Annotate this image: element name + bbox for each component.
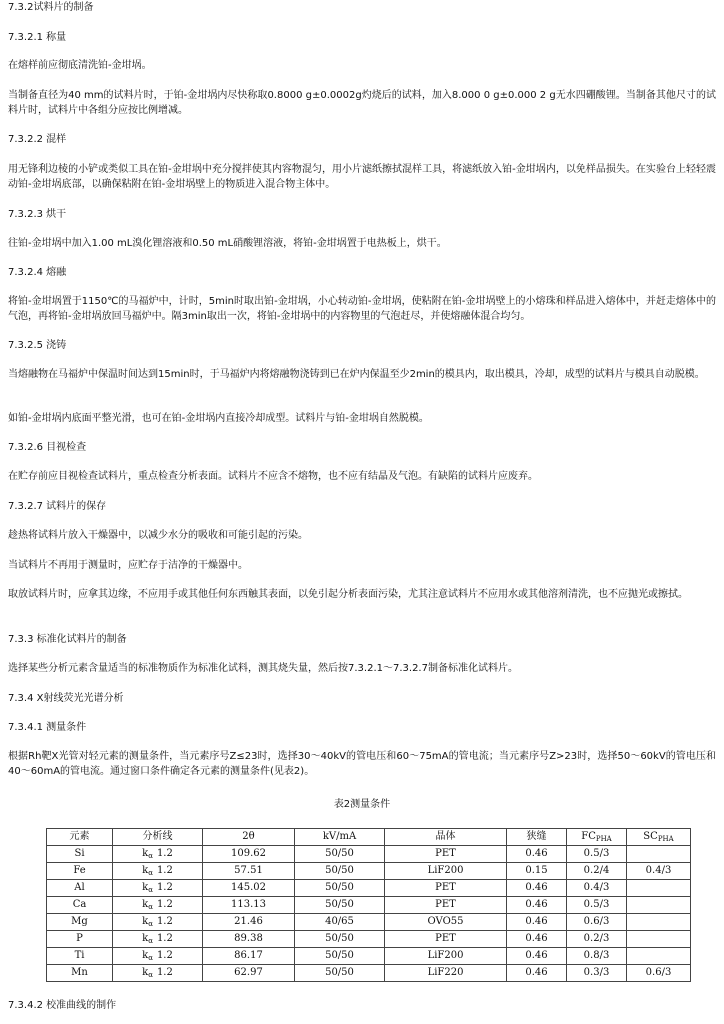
cell-slit: 0.46 (507, 846, 567, 863)
table-row (47, 931, 691, 948)
header-element: 元素 (47, 829, 113, 846)
cell-slit: 0.46 (507, 880, 567, 897)
header-kv-ma: kV/mA (295, 829, 385, 846)
line-subscript: α (148, 903, 153, 911)
paragraph: 在贮存前应目视检查试料片，重点检查分析表面。试料片不应含不熔物，也不应有结晶及气泡。有缺陷的试料片应废弃。 (8, 471, 538, 482)
cell-slit: 0.46 (507, 897, 567, 914)
cell-two-theta: 113.13 (203, 897, 295, 914)
line-subscript: α (148, 937, 153, 945)
cell-element: Fe (47, 863, 113, 880)
paragraph: 将铂-金坩埚置于1150℃的马福炉中，计时，5min时取出铂-金坩埚，小心转动铂-金坩埚，使粘附在铂-金坩埚壁上的小熔珠和样品进入熔体中，并赶走熔体中的气泡，再将铂-金坩埚放回马福炉中。隔3min取出一次，将铂-金坩埚中的内容物里的气泡赶尽，并使熔融体混合均匀。 (8, 296, 716, 322)
header-crystal: 晶体 (385, 829, 507, 846)
table-row (47, 863, 691, 880)
cell-analysis-line (113, 931, 203, 948)
paragraph: 往铂-金坩埚中加入1.00 mL溴化锂溶液和0.50 mL硝酸锂溶液，将铂-金坩埚置于电热板上，烘干。 (8, 238, 447, 249)
cell-crystal: PET (385, 880, 507, 897)
cell-sc-pha (627, 846, 691, 863)
cell-slit: 0.46 (507, 948, 567, 965)
table-row (47, 897, 691, 914)
paragraph: 取放试料片时，应拿其边缘，不应用手或其他任何东西触其表面，以免引起分析表面污染，尤其注意试料片不应用水或其他溶剂清洗，也不应抛光或擦拭。 (8, 589, 688, 600)
line-prefix: k (142, 848, 149, 859)
cell-kv-ma: 40/65 (295, 914, 385, 931)
paragraph: 根据Rh靶X光管对轻元素的测量条件，当元素序号Z≤23时，选择30～40kV的管电压和60～75mA的管电流；当元素序号Z>23时，选择50～60kV的管电压和40～60mA的管电流。通过窗口条件确定各元素的测量条件(见表2)。 (8, 751, 716, 777)
section-heading: 7.3.2.6 目视检查 (8, 442, 87, 453)
cell-slit: 0.46 (507, 914, 567, 931)
table-row (47, 846, 691, 863)
section-heading: 7.3.2.3 烘干 (8, 209, 67, 220)
cell-fc-pha: 0.2/3 (567, 931, 627, 948)
paragraph: 如铂-金坩埚内底面平整光滑，也可在铂-金坩埚内直接冷却成型。试料片与铂-金坩埚自然脱模。 (8, 413, 429, 424)
table-row (47, 965, 691, 982)
cell-crystal: LiF220 (385, 965, 507, 982)
line-subscript: α (148, 869, 153, 877)
cell-element: Mn (47, 965, 113, 982)
line-prefix: k (142, 967, 149, 978)
section-heading: 7.3.4 X射线荧光光谱分析 (8, 693, 124, 704)
paragraph: 用无锋利边棱的小铲或类似工具在铂-金坩埚中充分搅拌使其内容物混匀，用小片滤纸擦拭混样工具，将滤纸放入铂-金坩埚内，以免样品损失。在实验台上轻轻震动铂-金坩埚底部，以确保粘附在铂-金坩埚壁上的物质进入混合物主体中。 (8, 164, 716, 190)
cell-slit: 0.15 (507, 863, 567, 880)
cell-element: Al (47, 880, 113, 897)
cell-analysis-line (113, 880, 203, 897)
section-heading: 7.3.2.7 试料片的保存 (8, 501, 107, 512)
cell-fc-pha: 0.6/3 (567, 914, 627, 931)
line-prefix: k (142, 950, 149, 961)
cell-fc-pha: 0.3/3 (567, 965, 627, 982)
cell-kv-ma: 50/50 (295, 846, 385, 863)
cell-analysis-line (113, 965, 203, 982)
cell-fc-pha: 0.4/3 (567, 880, 627, 897)
cell-kv-ma: 50/50 (295, 965, 385, 982)
line-subscript: α (148, 920, 153, 928)
cell-crystal: LiF200 (385, 948, 507, 965)
header-sc-pha (627, 829, 691, 846)
header-sc-label: SC (643, 831, 658, 842)
table-row (47, 948, 691, 965)
section-heading: 7.3.2.5 浇铸 (8, 340, 67, 351)
section-heading: 7.3.3 标准化试料片的制备 (8, 634, 127, 645)
cell-sc-pha (627, 897, 691, 914)
cell-kv-ma: 50/50 (295, 897, 385, 914)
cell-analysis-line (113, 897, 203, 914)
cell-element: Mg (47, 914, 113, 931)
section-heading: 7.3.4.1 测量条件 (8, 722, 87, 733)
cell-two-theta: 21.46 (203, 914, 295, 931)
cell-two-theta: 62.97 (203, 965, 295, 982)
cell-analysis-line (113, 914, 203, 931)
line-prefix: k (142, 933, 149, 944)
cell-element: P (47, 931, 113, 948)
paragraph: 趁热将试料片放入干燥器中，以减少水分的吸收和可能引起的污染。 (8, 530, 308, 541)
cell-crystal: PET (385, 846, 507, 863)
line-value: 1.2 (156, 899, 173, 910)
cell-fc-pha: 0.2/4 (567, 863, 627, 880)
line-prefix: k (142, 882, 149, 893)
section-heading: 7.3.4.2 校准曲线的制作 (8, 1000, 117, 1011)
paragraph: 选择某些分析元素含量适当的标准物质作为标准化试料，测其烧失量，然后按7.3.2.1～7.3.2.7制备标准化试料片。 (8, 663, 518, 674)
header-fc-pha (567, 829, 627, 846)
cell-crystal: PET (385, 897, 507, 914)
cell-two-theta: 57.51 (203, 863, 295, 880)
cell-sc-pha: 0.6/3 (627, 965, 691, 982)
line-subscript: α (148, 971, 153, 979)
cell-two-theta: 145.02 (203, 880, 295, 897)
line-value: 1.2 (156, 950, 173, 961)
cell-sc-pha (627, 931, 691, 948)
paragraph: 当试料片不再用于测量时，应贮存于洁净的干燥器中。 (8, 560, 248, 571)
table-caption: 表2测量条件 (333, 799, 391, 810)
cell-slit: 0.46 (507, 965, 567, 982)
cell-sc-pha (627, 948, 691, 965)
table-row (47, 880, 691, 897)
cell-kv-ma: 50/50 (295, 948, 385, 965)
cell-crystal: LiF200 (385, 863, 507, 880)
line-subscript: α (148, 954, 153, 962)
table-row (47, 914, 691, 931)
cell-analysis-line (113, 863, 203, 880)
header-two-theta: 2θ (203, 829, 295, 846)
section-heading: 7.3.2.2 混样 (8, 134, 67, 145)
cell-sc-pha (627, 914, 691, 931)
table-header-row (47, 829, 691, 846)
line-prefix: k (142, 916, 149, 927)
cell-sc-pha: 0.4/3 (627, 863, 691, 880)
cell-kv-ma: 50/50 (295, 863, 385, 880)
table-body (47, 846, 691, 982)
cell-analysis-line (113, 948, 203, 965)
cell-element: Ca (47, 897, 113, 914)
header-fc-sub: PHA (595, 835, 612, 843)
cell-slit: 0.46 (507, 931, 567, 948)
header-slit: 狭缝 (507, 829, 567, 846)
line-subscript: α (148, 852, 153, 860)
line-prefix: k (142, 865, 149, 876)
line-subscript: α (148, 886, 153, 894)
line-value: 1.2 (156, 916, 173, 927)
cell-kv-ma: 50/50 (295, 931, 385, 948)
paragraph: 当熔融物在马福炉中保温时间达到15min时，于马福炉内将熔融物浇铸到已在炉内保温至少2min的模具内，取出模具，冷却，成型的试料片与模具自动脱模。 (8, 369, 705, 380)
cell-two-theta: 89.38 (203, 931, 295, 948)
cell-crystal: OVO55 (385, 914, 507, 931)
header-fc-label: FC (581, 831, 596, 842)
cell-kv-ma: 50/50 (295, 880, 385, 897)
line-prefix: k (142, 899, 149, 910)
line-value: 1.2 (156, 882, 173, 893)
line-value: 1.2 (156, 865, 173, 876)
line-value: 1.2 (156, 967, 173, 978)
cell-element: Ti (47, 948, 113, 965)
paragraph: 在熔样前应彻底清洗铂-金坩埚。 (8, 60, 152, 71)
measurement-conditions-table (46, 828, 691, 982)
header-sc-sub: PHA (657, 835, 674, 843)
cell-fc-pha: 0.8/3 (567, 948, 627, 965)
cell-element: Si (47, 846, 113, 863)
cell-two-theta: 86.17 (203, 948, 295, 965)
cell-fc-pha: 0.5/3 (567, 897, 627, 914)
line-value: 1.2 (156, 848, 173, 859)
line-value: 1.2 (156, 933, 173, 944)
cell-two-theta: 109.62 (203, 846, 295, 863)
cell-crystal: PET (385, 931, 507, 948)
header-analysis-line: 分析线 (113, 829, 203, 846)
section-heading: 7.3.2.4 熔融 (8, 267, 67, 278)
cell-sc-pha (627, 880, 691, 897)
cell-fc-pha: 0.5/3 (567, 846, 627, 863)
section-heading: 7.3.2试料片的制备 (8, 2, 94, 13)
cell-analysis-line (113, 846, 203, 863)
section-heading: 7.3.2.1 称量 (8, 32, 67, 43)
paragraph: 当制备直径为40 mm的试料片时，于铂-金坩埚内尽快称取0.8000 g±0.0002g灼烧后的试料，加入8.000 0 g±0.000 2 g无水四硼酸锂。当制备其他尺寸的试料片时，试料片中各组分应按比例增减。 (8, 90, 716, 116)
